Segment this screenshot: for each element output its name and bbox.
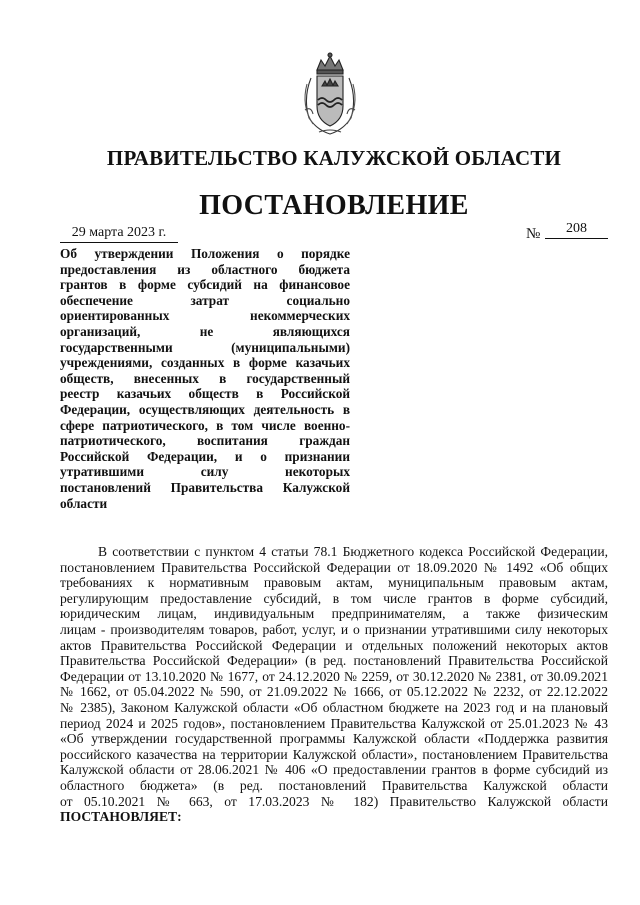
resolves-label: ПОСТАНОВЛЯЕТ: xyxy=(60,809,182,825)
document-number-label: № xyxy=(526,226,541,242)
subject-line: реестр казачьих обществ в Российской xyxy=(60,386,350,402)
body-line: «Об утверждении государственной программы Калужской области «Поддержка развития xyxy=(60,731,608,747)
subject-line: сфере патриотического, в том числе военно- xyxy=(60,417,350,433)
subject-line: утратившими силу некоторых xyxy=(60,464,350,480)
subject-line: организаций, не являющихся xyxy=(60,323,350,339)
body-line: постановлением Правительства Российской Федерации от 18.09.2020 № 1492 «Об общих xyxy=(60,559,608,575)
body-line: Федерации от 13.10.2020 № 1677, от 24.12.2020 № 2259, от 30.12.2020 № 2381, от 30.09.2021 xyxy=(60,668,608,684)
government-title: ПРАВИТЕЛЬСТВО КАЛУЖСКОЙ ОБЛАСТИ xyxy=(106,146,562,170)
subject-line: государственными (муниципальными) xyxy=(60,339,350,355)
body-line: лицам - производителям товаров, работ, услуг, и о признании утратившими силу некоторых xyxy=(60,621,608,637)
body-line: период 2024 и 2025 годов», постановлением Правительства Калужской от 25.01.2023 № 43 xyxy=(60,715,608,731)
subject-line: грантов в форме субсидий на финансовое xyxy=(60,277,350,293)
subject-line: Об утверждении Положения о порядке xyxy=(60,246,350,261)
subject-line: области xyxy=(60,495,108,511)
subject-line: Федерации, осуществляющих деятельность в xyxy=(60,401,350,417)
subject-line: ориентированных некоммерческих xyxy=(60,308,350,324)
body-line: требованиях к нормативным правовым актам, муниципальным правовым актам, xyxy=(60,575,608,591)
body-line: от 05.10.2021 № 663, от 17.03.2023 № 182) Правительство Калужской области xyxy=(60,793,608,809)
body-line: Калужской области от 28.06.2021 № 406 «О предоставлении грантов в форме субсидий из xyxy=(60,762,608,778)
subject-line: патриотического, воспитания граждан xyxy=(60,433,350,449)
body-line: актов Правительства Российской Федерации и отдельных положений некоторых актов xyxy=(60,637,608,653)
subject-line: предоставления из областного бюджета xyxy=(60,261,350,277)
document-date: 29 марта 2023 г. xyxy=(60,224,178,243)
subject-line: постановлений Правительства Калужской xyxy=(60,479,350,495)
body-line: регулирующим предоставление субсидий, в том числе грантов в форме субсидий, xyxy=(60,590,608,606)
body-line: В соответствии с пунктом 4 статьи 78.1 Бюджетного кодекса Российской Федерации, xyxy=(98,544,608,559)
subject-line: обществ, внесенных в государственный xyxy=(60,370,350,386)
body-line: областного бюджета» (в ред. постановлений Правительства Калужской области xyxy=(60,777,608,793)
body-line: юридическим лицам, индивидуальным предпринимателям, а также физическим xyxy=(60,606,608,622)
body-line: № 1662, от 05.04.2022 № 590, от 21.09.2022 № 1666, от 05.12.2022 № 2232, от 22.12.2022 xyxy=(60,684,608,700)
subject-line: Российской Федерации, и о признании xyxy=(60,448,350,464)
subject-line: учреждениями, созданных в форме казачьих xyxy=(60,355,350,371)
subject-line: обеспечение затрат социально xyxy=(60,292,350,308)
body-line: Правительства Российской Федерации» (в ред. постановлений Правительства Российской xyxy=(60,653,608,669)
body-line: № 2385), Законом Калужской области «Об областном бюджете на 2023 год и на плановый xyxy=(60,699,608,715)
document-number: 208 xyxy=(545,220,608,239)
kaluga-coat-of-arms-icon xyxy=(297,48,363,138)
document-subject xyxy=(60,246,350,511)
document-body xyxy=(60,544,608,825)
document-type-title: ПОСТАНОВЛЕНИЕ xyxy=(199,190,469,221)
body-line: российского казачества на территории Калужской области», постановлением Правительства xyxy=(60,746,608,762)
